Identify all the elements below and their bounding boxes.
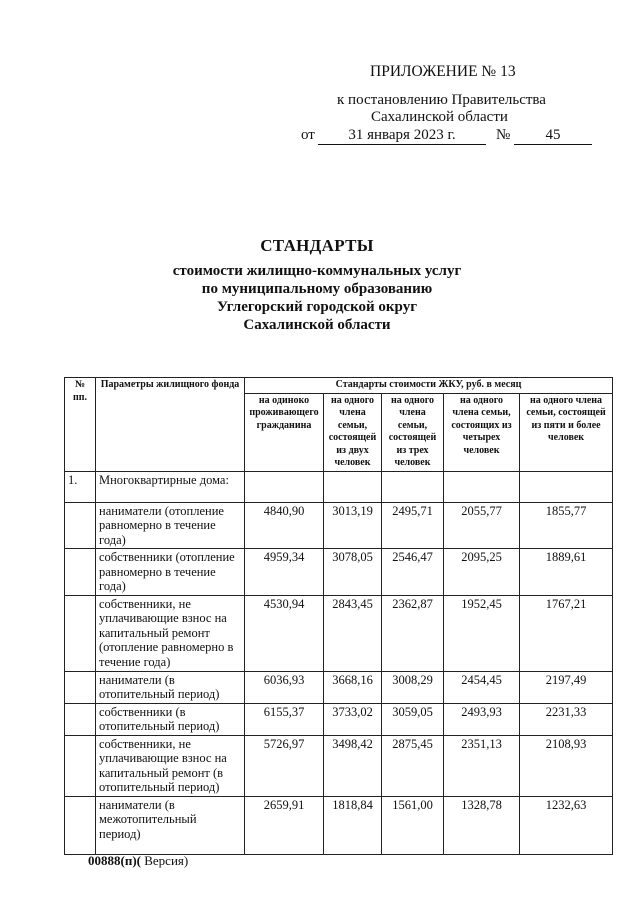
value-single: 6036,93 — [245, 671, 324, 703]
value-family-3: 2546,47 — [382, 549, 444, 596]
value-family-5: 1889,61 — [520, 549, 613, 596]
value-family-5: 2108,93 — [520, 735, 613, 796]
value-family-4: 2095,25 — [444, 549, 520, 596]
value-single: 2659,91 — [245, 796, 324, 854]
subtitle-line-4: Сахалинской области — [243, 317, 391, 333]
value-family-3: 2875,45 — [382, 735, 444, 796]
value-single: 4959,34 — [245, 549, 324, 596]
value-family-5: 2197,49 — [520, 671, 613, 703]
value-single: 6155,37 — [245, 703, 324, 735]
value-family-5: 1855,77 — [520, 502, 613, 549]
header-family-5: на одного члена семьи, состоящей из пяти и более человек — [520, 393, 613, 471]
section-number: 1. — [65, 471, 96, 502]
value-family-2: 3498,42 — [324, 735, 382, 796]
value-family-5: 1767,21 — [520, 595, 613, 671]
footer-code: 00888(п)( — [88, 853, 141, 868]
row-label: наниматели (отопление равномерно в течение года) — [96, 502, 245, 549]
table-row — [65, 595, 613, 671]
subtitle-line-1: стоимости жилищно-коммунальных услуг — [172, 263, 462, 279]
value-family-2: 3733,02 — [324, 703, 382, 735]
value-family-3: 3059,05 — [382, 703, 444, 735]
table-row — [65, 502, 613, 549]
resolution-number: 45 — [514, 127, 592, 145]
footer-version: Версия) — [140, 853, 189, 868]
value-family-5: 1232,63 — [520, 796, 613, 854]
standards-table — [64, 377, 613, 855]
row-label: собственники, не уплачивающие взнос на капитальный ремонт (в отопительный период) — [96, 735, 245, 796]
value-family-2: 3078,05 — [324, 549, 382, 596]
header-row-number: № пп. — [65, 378, 96, 472]
table-row — [65, 796, 613, 854]
row-label: собственники (отопление равномерно в течение года) — [96, 549, 245, 596]
table-row — [65, 549, 613, 596]
value-family-3: 2362,87 — [382, 595, 444, 671]
value-single: 4840,90 — [245, 502, 324, 549]
value-family-2: 3013,19 — [324, 502, 382, 549]
subtitle-line-2: по муниципальному образованию — [201, 281, 433, 297]
value-family-4: 2454,45 — [444, 671, 520, 703]
header-family-3: на одного члена семьи, состоящей из трех человек — [382, 393, 444, 471]
header-standards-group: Стандарты стоимости ЖКУ, руб. в месяц — [245, 378, 613, 394]
document-title: СТАНДАРТЫ — [260, 236, 374, 255]
value-family-4: 2055,77 — [444, 502, 520, 549]
document-footer-code — [88, 853, 188, 869]
value-family-4: 1328,78 — [444, 796, 520, 854]
number-label: № — [496, 127, 511, 143]
header-parameters: Параметры жилищного фонда — [96, 378, 245, 472]
appendix-label: ПРИЛОЖЕНИЕ № 13 — [370, 63, 516, 80]
row-label: собственники (в отопительный период) — [96, 703, 245, 735]
section-label: Многоквартирные дома: — [96, 471, 245, 502]
subtitle-line-3: Углегорский городской округ — [216, 299, 418, 315]
value-family-3: 3008,29 — [382, 671, 444, 703]
value-family-4: 2493,93 — [444, 703, 520, 735]
section-row — [65, 471, 613, 502]
table-row — [65, 671, 613, 703]
table-row — [65, 735, 613, 796]
value-family-3: 2495,71 — [382, 502, 444, 549]
header-single: на одиноко проживающего гражданина — [245, 393, 324, 471]
resolution-date: 31 января 2023 г. — [318, 127, 486, 145]
value-family-3: 1561,00 — [382, 796, 444, 854]
reference-line-2: Сахалинской области — [371, 109, 508, 125]
value-family-4: 2351,13 — [444, 735, 520, 796]
from-label: от — [301, 127, 315, 143]
value-family-2: 1818,84 — [324, 796, 382, 854]
table-row — [65, 703, 613, 735]
reference-line-1: к постановлению Правительства — [337, 92, 546, 108]
value-single: 5726,97 — [245, 735, 324, 796]
value-single: 4530,94 — [245, 595, 324, 671]
value-family-4: 1952,45 — [444, 595, 520, 671]
row-label: собственники, не уплачивающие взнос на капитальный ремонт (отопление равномерно в течение года) — [96, 595, 245, 671]
header-family-4: на одного члена семьи, состоящих из четырех человек — [444, 393, 520, 471]
value-family-2: 3668,16 — [324, 671, 382, 703]
header-family-2: на одного члена семьи, состоящей из двух человек — [324, 393, 382, 471]
row-label: наниматели (в отопительный период) — [96, 671, 245, 703]
value-family-5: 2231,33 — [520, 703, 613, 735]
value-family-2: 2843,45 — [324, 595, 382, 671]
row-label: наниматели (в межотопительный период) — [96, 796, 245, 854]
